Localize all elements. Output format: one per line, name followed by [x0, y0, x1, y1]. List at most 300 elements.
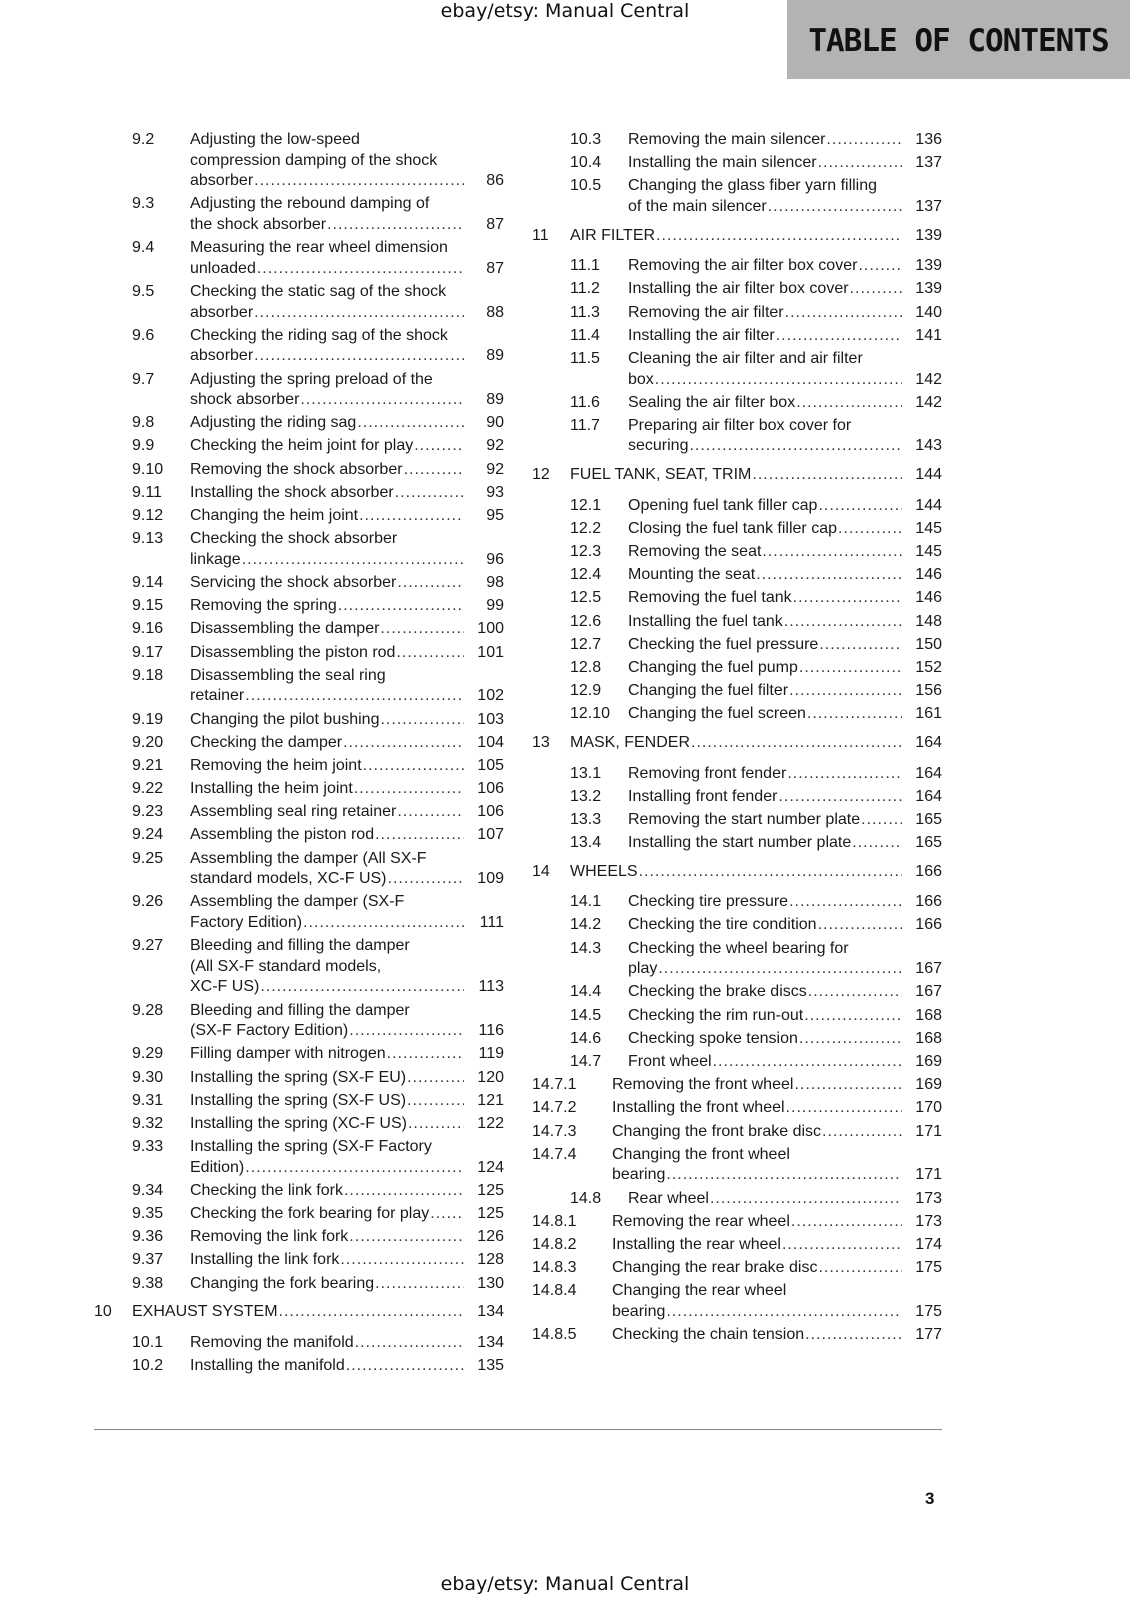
- toc-entry-page: 143: [915, 437, 942, 455]
- toc-entry-9-15[interactable]: [94, 596, 504, 617]
- toc-entry-text: Assembling the piston rod: [190, 826, 375, 844]
- dot-leader: [349, 1021, 464, 1042]
- toc-entry-11-1[interactable]: [532, 256, 942, 277]
- toc-entry-12-8[interactable]: [532, 658, 942, 679]
- page-number: 3: [925, 1489, 935, 1508]
- toc-entry-page: 113: [478, 978, 504, 996]
- toc-entry-page: 89: [486, 391, 504, 409]
- toc-entry-14-7-2[interactable]: [532, 1098, 942, 1119]
- toc-entry-page: 165: [915, 834, 942, 852]
- dot-leader: [861, 810, 902, 831]
- dot-leader: [818, 915, 902, 936]
- toc-entry-14-2[interactable]: [532, 915, 942, 936]
- toc-entry-page: 111: [479, 914, 504, 932]
- dot-leader: [354, 779, 464, 800]
- toc-entry-number: 14.8.1: [532, 1212, 577, 1230]
- toc-entry-title: [190, 483, 464, 504]
- toc-entry-number: 14.7.3: [532, 1122, 577, 1140]
- toc-entry-text: Edition): [190, 1158, 245, 1176]
- dot-leader: [799, 658, 902, 679]
- toc-entry-number: 9.10: [132, 460, 164, 478]
- toc-entry-page: 135: [477, 1357, 504, 1375]
- toc-entry-9-19[interactable]: [94, 710, 504, 731]
- toc-entry-9-25[interactable]: [94, 849, 504, 890]
- toc-entry-number: 9.33: [132, 1138, 164, 1156]
- toc-entry-title: [190, 238, 464, 279]
- toc-entry-number: 14.8.4: [532, 1282, 577, 1300]
- toc-entry-number: 11.6: [570, 393, 600, 411]
- toc-entry-9-10[interactable]: [94, 460, 504, 481]
- toc-entry-page: 104: [477, 733, 504, 751]
- page-title: TABLE OF CONTENTS: [808, 23, 1109, 59]
- toc-entry-title: [190, 1274, 464, 1295]
- toc-entry-page: 102: [477, 687, 504, 705]
- toc-entry-14-7[interactable]: [532, 1052, 942, 1073]
- toc-entry-11-3[interactable]: [532, 303, 942, 324]
- toc-entry-text: Assembling the damper (SX-F: [190, 893, 405, 911]
- toc-entry-9-13[interactable]: [94, 529, 504, 570]
- toc-entry-13-4[interactable]: [532, 833, 942, 854]
- toc-entry-text: Adjusting the spring preload of the: [190, 370, 433, 388]
- toc-entry-title: [612, 1075, 902, 1096]
- toc-entry-14-8-4[interactable]: [532, 1281, 942, 1322]
- toc-entry-14-6[interactable]: [532, 1029, 942, 1050]
- toc-entry-11-4[interactable]: [532, 326, 942, 347]
- toc-entry-page: 100: [477, 620, 504, 638]
- toc-entry-page: 101: [477, 643, 504, 661]
- toc-entry-number: 14.8.3: [532, 1259, 577, 1277]
- toc-entry-text: Adjusting the low-speed: [190, 131, 360, 148]
- toc-entry-title: [190, 756, 464, 777]
- toc-entry-14-8-2[interactable]: [532, 1235, 942, 1256]
- dot-leader: [639, 862, 902, 883]
- toc-entry-page: 87: [486, 259, 504, 277]
- toc-entry-title: [612, 1235, 902, 1256]
- toc-entry-9-36[interactable]: [94, 1227, 504, 1248]
- toc-entry-9-4[interactable]: [94, 238, 504, 279]
- toc-entry-title: [190, 936, 464, 998]
- toc-entry-11-5[interactable]: [532, 349, 942, 390]
- toc-entry-page: 145: [915, 543, 942, 561]
- toc-entry-10-1[interactable]: [94, 1333, 504, 1354]
- watermark-top: ebay/etsy: Manual Central: [440, 0, 690, 22]
- toc-entry-9-12[interactable]: [94, 506, 504, 527]
- toc-entry-number: 14.1: [570, 893, 602, 911]
- toc-entry-11-7[interactable]: [532, 416, 942, 457]
- toc-entry-page: 152: [915, 658, 942, 676]
- toc-entry-number: 11.5: [570, 349, 600, 367]
- toc-entry-title: [628, 279, 902, 300]
- toc-entry-number: 9.15: [132, 597, 164, 615]
- toc-entry-page: 144: [915, 466, 942, 484]
- dot-leader: [666, 1165, 902, 1186]
- toc-entry-text: XC-F US): [190, 978, 260, 996]
- toc-entry-9-21[interactable]: [94, 756, 504, 777]
- toc-entry-14[interactable]: [532, 862, 942, 883]
- toc-entry-9-27[interactable]: [94, 936, 504, 998]
- dot-leader: [778, 787, 902, 808]
- toc-entry-10-4[interactable]: [532, 153, 942, 174]
- toc-entry-page: 134: [477, 1303, 504, 1321]
- toc-entry-title: [190, 779, 464, 800]
- toc-entry-9-37[interactable]: [94, 1250, 504, 1271]
- toc-entry-13-3[interactable]: [532, 810, 942, 831]
- toc-entry-title: [190, 413, 464, 434]
- toc-entry-14-8[interactable]: [532, 1189, 942, 1210]
- toc-entry-12-6[interactable]: [532, 612, 942, 633]
- toc-entry-text: Installing the spring (XC-F US): [190, 1114, 407, 1132]
- toc-entry-12-1[interactable]: [532, 496, 942, 517]
- toc-entry-title: [190, 436, 464, 457]
- toc-entry-text: play: [628, 960, 658, 978]
- toc-entry-text: Removing the spring: [190, 597, 337, 615]
- toc-entry-text: Removing the manifold: [190, 1333, 354, 1351]
- toc-entry-9-7[interactable]: [94, 370, 504, 411]
- dot-leader: [349, 1227, 464, 1248]
- toc-entry-number: 9.35: [132, 1205, 164, 1223]
- toc-entry-text: linkage: [190, 550, 241, 568]
- dot-leader: [375, 1274, 464, 1295]
- toc-entry-title: [628, 681, 902, 702]
- toc-entry-13-1[interactable]: [532, 764, 942, 785]
- toc-entry-title: [190, 643, 464, 664]
- toc-entry-page: 164: [915, 733, 942, 751]
- toc-entry-13-2[interactable]: [532, 787, 942, 808]
- toc-entry-14-1[interactable]: [532, 892, 942, 913]
- toc-entry-10-5[interactable]: [532, 176, 942, 217]
- toc-entry-title: [628, 349, 902, 390]
- toc-entry-9-3[interactable]: [94, 194, 504, 235]
- toc-entry-9-34[interactable]: [94, 1181, 504, 1202]
- toc-entry-title: [190, 460, 464, 481]
- toc-entry-text: Changing the rear wheel: [612, 1282, 787, 1300]
- toc-entry-text: Assembling the damper (All SX-F: [190, 849, 427, 867]
- toc-entry-text: Sealing the air filter box: [628, 393, 796, 411]
- toc-entry-9-32[interactable]: [94, 1114, 504, 1135]
- toc-entry-number: 9.17: [132, 643, 164, 661]
- toc-entry-title: [628, 519, 902, 540]
- toc-entry-12-5[interactable]: [532, 588, 942, 609]
- toc-entry-page: 122: [477, 1114, 504, 1132]
- toc-entry-number: 14.7: [570, 1053, 602, 1070]
- toc-entry-14-3[interactable]: [532, 939, 942, 980]
- toc-entry-text: Installing the air filter: [628, 326, 775, 344]
- toc-entry-number: 9.7: [132, 370, 155, 388]
- toc-entry-title: [190, 1114, 464, 1135]
- dot-leader: [807, 704, 902, 725]
- toc-entry-9-30[interactable]: [94, 1068, 504, 1089]
- toc-entry-number: 13: [532, 733, 550, 751]
- dot-leader: [254, 171, 464, 192]
- dot-leader: [838, 519, 902, 540]
- toc-entry-number: 9.3: [132, 195, 155, 213]
- dot-leader: [768, 197, 902, 218]
- dot-leader: [658, 959, 902, 980]
- toc-entry-10[interactable]: [94, 1302, 504, 1323]
- toc-entry-9-29[interactable]: [94, 1044, 504, 1065]
- toc-entry-title: [190, 1333, 464, 1354]
- dot-leader: [818, 496, 902, 517]
- toc-entry-page: 139: [915, 226, 942, 244]
- toc-entry-12[interactable]: [532, 465, 942, 486]
- toc-entry-9-5[interactable]: [94, 282, 504, 323]
- dot-leader: [858, 256, 902, 277]
- toc-entry-12-4[interactable]: [532, 565, 942, 586]
- dot-leader: [375, 825, 464, 846]
- dot-leader: [407, 1068, 464, 1089]
- toc-entry-title: [628, 416, 902, 457]
- toc-entry-9-38[interactable]: [94, 1274, 504, 1295]
- toc-entry-11-2[interactable]: [532, 279, 942, 300]
- toc-entry-number: 14.7.2: [532, 1099, 577, 1117]
- toc-entry-text: Removing the air filter: [628, 303, 784, 321]
- toc-entry-text: Removing the shock absorber: [190, 460, 403, 478]
- toc-entry-title: [628, 704, 902, 725]
- toc-entry-text: Checking the tire condition: [628, 916, 817, 934]
- toc-entry-number: 9.5: [132, 282, 155, 300]
- toc-entry-title: [628, 393, 902, 414]
- toc-entry-number: 12.6: [570, 612, 602, 630]
- toc-entry-number: 9.37: [132, 1251, 164, 1269]
- toc-entry-number: 14.8.5: [532, 1326, 577, 1344]
- toc-entry-title: [628, 787, 902, 808]
- toc-entry-text: Installing the rear wheel: [612, 1235, 781, 1253]
- toc-entry-text: Checking spoke tension: [628, 1029, 798, 1047]
- dot-leader: [397, 573, 464, 594]
- dot-leader: [799, 1029, 902, 1050]
- toc-entry-9-28[interactable]: [94, 1001, 504, 1042]
- toc-entry-page: 142: [915, 393, 942, 411]
- toc-entry-text: Front wheel: [628, 1053, 712, 1070]
- dot-leader: [666, 1302, 902, 1323]
- toc-entry-number: 11.4: [570, 326, 600, 344]
- toc-entry-text: Installing front fender: [628, 787, 778, 805]
- toc-entry-13[interactable]: [532, 733, 942, 754]
- toc-entry-title: [628, 326, 902, 347]
- toc-entry-title: [628, 833, 902, 854]
- toc-entry-number: 12: [532, 466, 550, 484]
- toc-entry-text: compression damping of the shock: [190, 151, 438, 169]
- toc-entry-14-7-1[interactable]: [532, 1075, 942, 1096]
- toc-entry-text: Removing the fuel tank: [628, 589, 792, 607]
- dot-leader: [689, 436, 902, 457]
- toc-entry-14-5[interactable]: [532, 1006, 942, 1027]
- toc-entry-text: the shock absorber: [190, 215, 327, 233]
- toc-entry-number: 10.3: [570, 131, 602, 148]
- toc-entry-14-8-1[interactable]: [532, 1212, 942, 1233]
- dot-leader: [791, 1212, 902, 1233]
- toc-entry-text: Installing the fuel tank: [628, 612, 783, 630]
- toc-entry-page: 120: [477, 1068, 504, 1086]
- dot-leader: [430, 1204, 464, 1225]
- toc-entry-text: Installing the spring (SX-F EU): [190, 1068, 407, 1086]
- toc-entry-number: 9.25: [132, 849, 164, 867]
- toc-entry-9-26[interactable]: [94, 892, 504, 933]
- toc-entry-page: 164: [915, 764, 942, 782]
- toc-entry-14-7-3[interactable]: [532, 1122, 942, 1143]
- dot-leader: [245, 686, 464, 707]
- toc-entry-page: 177: [915, 1326, 942, 1344]
- toc-entry-page: 150: [915, 635, 942, 653]
- toc-entry-text: box: [628, 370, 654, 388]
- toc-entry-title: [190, 619, 464, 640]
- toc-entry-number: 9.20: [132, 733, 164, 751]
- toc-entry-text: Removing the front wheel: [612, 1076, 794, 1094]
- toc-entry-text: Removing the rear wheel: [612, 1212, 790, 1230]
- toc-entry-page: 134: [477, 1333, 504, 1351]
- toc-entry-page: 96: [486, 550, 504, 568]
- toc-entry-9-31[interactable]: [94, 1091, 504, 1112]
- dot-leader: [343, 733, 464, 754]
- toc-entry-page: 92: [486, 437, 504, 455]
- toc-entry-9-16[interactable]: [94, 619, 504, 640]
- toc-entry-12-3[interactable]: [532, 542, 942, 563]
- toc-entry-page: 125: [477, 1205, 504, 1223]
- toc-entry-text: Installing the spring (SX-F Factory: [190, 1138, 432, 1156]
- toc-entry-text: Checking the fuel pressure: [628, 635, 819, 653]
- toc-entry-text: Installing the shock absorber: [190, 483, 394, 501]
- toc-entry-text: Removing the main silencer: [628, 131, 826, 148]
- toc-entry-9-11[interactable]: [94, 483, 504, 504]
- toc-entry-number: 9.24: [132, 826, 164, 844]
- toc-entry-text: Bleeding and filling the damper: [190, 1001, 410, 1019]
- dot-leader: [355, 1333, 464, 1354]
- toc-entry-page: 106: [477, 803, 504, 821]
- toc-entry-page: 124: [477, 1158, 504, 1176]
- toc-entry-9-35[interactable]: [94, 1204, 504, 1225]
- toc-entry-text: bearing: [612, 1302, 666, 1320]
- toc-entry-title: [132, 1302, 464, 1323]
- toc-entry-title: [628, 915, 902, 936]
- toc-entry-page: 92: [486, 460, 504, 478]
- toc-entry-10-2[interactable]: [94, 1356, 504, 1377]
- toc-entry-number: 9.13: [132, 530, 164, 548]
- toc-entry-text: Installing the link fork: [190, 1251, 340, 1269]
- toc-entry-title: [612, 1281, 902, 1322]
- toc-entry-page: 164: [915, 787, 942, 805]
- toc-entry-9-14[interactable]: [94, 573, 504, 594]
- toc-entry-text: retainer: [190, 687, 245, 705]
- toc-entry-text: MASK, FENDER: [570, 733, 691, 751]
- toc-entry-page: 125: [477, 1181, 504, 1199]
- toc-entry-title: [628, 658, 902, 679]
- toc-entry-page: 170: [915, 1099, 942, 1117]
- toc-entry-9-18[interactable]: [94, 666, 504, 707]
- toc-entry-9-2[interactable]: [94, 130, 504, 192]
- toc-entry-page: 98: [486, 574, 504, 591]
- toc-entry-text: Installing the front wheel: [612, 1099, 785, 1117]
- toc-entry-14-7-4[interactable]: [532, 1145, 942, 1186]
- toc-entry-number: 11.2: [570, 280, 600, 298]
- toc-entry-text: EXHAUST SYSTEM: [132, 1303, 278, 1321]
- toc-entry-page: 128: [477, 1251, 504, 1269]
- toc-entry-9-17[interactable]: [94, 643, 504, 664]
- toc-entry-page: 171: [915, 1122, 942, 1140]
- toc-entry-12-7[interactable]: [532, 635, 942, 656]
- toc-entry-number: 12.3: [570, 543, 602, 561]
- header-tab: [787, 0, 1130, 79]
- toc-entry-title: [190, 825, 464, 846]
- toc-entry-9-20[interactable]: [94, 733, 504, 754]
- toc-entry-9-33[interactable]: [94, 1137, 504, 1178]
- toc-entry-text: Servicing the shock absorber: [190, 574, 397, 591]
- dot-leader: [818, 1258, 902, 1279]
- toc-entry-number: 10.5: [570, 177, 602, 195]
- toc-entry-9-9[interactable]: [94, 436, 504, 457]
- toc-entry-title: [612, 1145, 902, 1186]
- toc-entry-9-23[interactable]: [94, 802, 504, 823]
- dot-leader: [850, 279, 902, 300]
- dot-leader: [380, 710, 464, 731]
- toc-entry-title: [628, 303, 902, 324]
- toc-entry-9-22[interactable]: [94, 779, 504, 800]
- toc-entry-text: (SX-F Factory Edition): [190, 1022, 349, 1040]
- toc-entry-text: Checking the riding sag of the shock: [190, 326, 448, 344]
- toc-entry-title: [628, 635, 902, 656]
- toc-entry-title: [628, 153, 902, 174]
- dot-leader: [796, 393, 902, 414]
- toc-entry-number: 9.30: [132, 1068, 164, 1086]
- toc-entry-9-8[interactable]: [94, 413, 504, 434]
- toc-entry-number: 11.7: [570, 416, 600, 434]
- dot-leader: [762, 542, 902, 563]
- dot-leader: [380, 619, 464, 640]
- toc-entry-title: [570, 465, 902, 486]
- toc-entry-number: 9.9: [132, 437, 155, 455]
- toc-entry-page: 144: [915, 496, 942, 514]
- dot-leader: [395, 483, 464, 504]
- toc-entry-12-9[interactable]: [532, 681, 942, 702]
- toc-entry-number: 9.36: [132, 1228, 164, 1246]
- toc-entry-11-6[interactable]: [532, 393, 942, 414]
- toc-entry-number: 9.6: [132, 326, 155, 344]
- toc-entry-text: standard models, XC-F US): [190, 870, 387, 888]
- toc-entry-12-10[interactable]: [532, 704, 942, 725]
- toc-entry-title: [190, 573, 464, 594]
- toc-entry-title: [628, 542, 902, 563]
- toc-entry-text: absorber: [190, 172, 254, 190]
- toc-entry-9-6[interactable]: [94, 326, 504, 367]
- toc-entry-9-24[interactable]: [94, 825, 504, 846]
- toc-entry-10-3[interactable]: [532, 130, 942, 151]
- toc-entry-12-2[interactable]: [532, 519, 942, 540]
- dot-leader: [785, 303, 902, 324]
- toc-entry-number: 9.19: [132, 710, 164, 728]
- toc-entry-title: [190, 1250, 464, 1271]
- toc-entry-number: 11: [532, 226, 549, 244]
- toc-entry-14-8-3[interactable]: [532, 1258, 942, 1279]
- toc-entry-title: [628, 256, 902, 277]
- toc-entry-14-8-5[interactable]: [532, 1325, 942, 1346]
- toc-entry-page: 99: [486, 597, 504, 615]
- toc-entry-number: 9.38: [132, 1274, 164, 1292]
- toc-entry-page: 142: [915, 370, 942, 388]
- toc-entry-title: [190, 326, 464, 367]
- toc-entry-11[interactable]: [532, 226, 942, 247]
- toc-entry-page: 121: [477, 1091, 504, 1109]
- dot-leader: [784, 612, 902, 633]
- toc-entry-number: 14.3: [570, 939, 602, 957]
- toc-entry-text: Disassembling the piston rod: [190, 643, 396, 661]
- toc-entry-text: Installing the main silencer: [628, 154, 817, 172]
- toc-entry-number: 14.5: [570, 1006, 602, 1024]
- dot-leader: [257, 259, 464, 280]
- toc-entry-14-4[interactable]: [532, 982, 942, 1003]
- toc-entry-text: shock absorber: [190, 391, 300, 409]
- toc-entry-text: Checking the rim run-out: [628, 1006, 804, 1024]
- toc-entry-title: [628, 496, 902, 517]
- dot-leader: [346, 1356, 464, 1377]
